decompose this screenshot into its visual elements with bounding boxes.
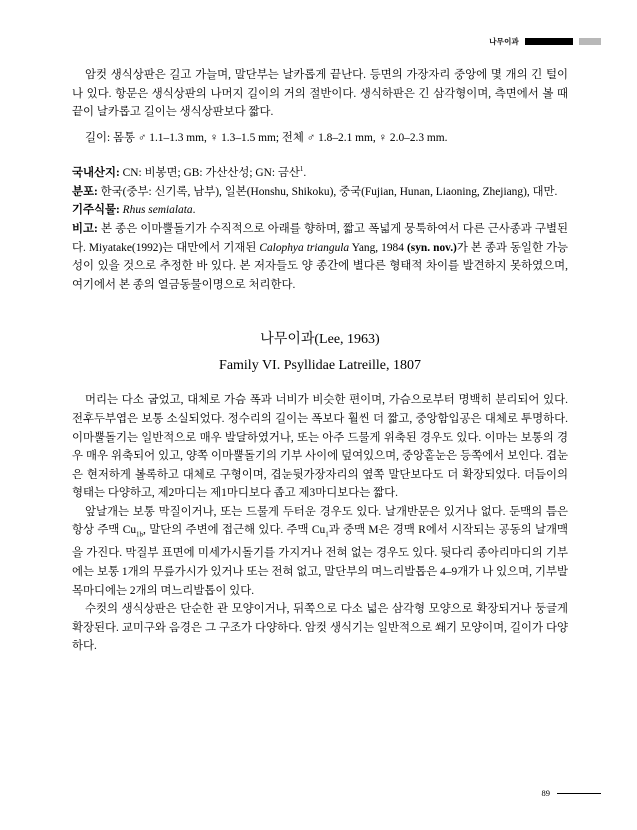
family-heading-latin: Family VI. Psyllidae Latreille, 1807 — [219, 358, 421, 374]
paragraph-measurements: 길이: 몸통 ♂ 1.1–1.3 mm, ♀ 1.3–1.5 mm; 전체 ♂ 1.8–2.1 mm, ♀ 2.0–2.3 mm. — [85, 131, 448, 144]
page-content — [72, 66, 568, 656]
remarks-syn-nov: (syn. nov.) — [406, 241, 457, 254]
header-bar-dark-decoration — [525, 38, 573, 45]
header-title: 나무이과 — [489, 37, 519, 46]
value-range: 한국(중부: 신기록, 남부), 일본(Honshu, Shikoku), 중국(Fujian, Hunan, Liaoning, Zhejiang), 대만. — [100, 185, 558, 198]
paragraph-family-head-morphology: 머리는 다소 굽었고, 대체로 가슴 폭과 너비가 비슷한 편이며, 가슴으로부터 명백히 분리되어 있다. 전후두부엽은 보통 소실되었다. 정수리의 길이는 폭보다 훨씬 더 짧고, 중앙함입공은 대체로 투명하다. 이마뿔돌기는 일반적으로 매우 발달하였거나, 또는 아주 드물게 위축된 경우도 있다. 이마는 보통의 경우 매우 위축되어 있고, 양쪽 이마뿔돌기의 기부 사이에 덮여있으며, 중앙홑눈은 등쪽에서 보인다. 겹눈은 현저하게 볼록하고 대체로 구형이며, 겹눈뒷가장자리의 옆쪽 말단보다도 더 확장되었다. 더듬이의 형태는 다양하고, 제2마디는 제1마디보다 좁고 제3마디보다는 짧다. — [72, 394, 568, 500]
page-number: 89 — [541, 788, 550, 798]
wing-text-3: 과 중맥 M은 경맥 R에서 시작되는 공동의 날개맥을 가진다. 막질부 표면에 미세가시돌기를 가지거나 전혀 없는 경우도 있다. 뒷다리 종아리마디의 기부에는 보통 1개의 무릎가시가 있거나 또는 전혀 없고, 말단부의 며느리발톱은 4–9개가 나 있으며, 기부발목마디에는 2개의 며느리발톱이 있다. — [72, 524, 568, 597]
paragraph-remarks — [72, 220, 568, 294]
value-distribution-korea: CN: 비봉면; GB: 가산산성; GN: 금산 — [122, 167, 300, 180]
footnote-marker: 1 — [299, 165, 304, 174]
vein-subscript-1: 1b — [136, 530, 144, 539]
family-heading-block — [72, 328, 568, 378]
paragraph-distribution-korea — [72, 160, 568, 182]
paragraph-family-wing-morphology — [72, 503, 568, 600]
header-bar-light-decoration — [579, 38, 601, 45]
label-host-plant: 기주식물: — [72, 204, 120, 217]
label-distribution-korea: 국내산지: — [72, 167, 120, 180]
paragraph-female-genitalia: 암컷 생식상판은 길고 가늘며, 말단부는 날카롭게 끝난다. 등면의 가장자리 중앙에 몇 개의 긴 털이 나 있다. 항문은 생식상판의 나머지 길이의 거의 절반이다. 생식하판은 긴 삼각형이며, 측면에서 볼 때 끝이 날카롭고 길이는 생식상판보다 짧다. — [72, 69, 568, 119]
page-footer — [542, 788, 602, 798]
label-remarks: 비고: — [72, 222, 98, 235]
footer-rule-decoration — [557, 793, 601, 794]
wing-text-1: 앞날개는 보통 막질이거나, 또는 드물게 두터운 경우도 있다. 날개반문은 있거나 없다. 둔맥의 틈은 항상 주맥 Cu — [72, 505, 568, 537]
paragraph-family-genitalia: 수컷의 생식상판은 단순한 관 모양이거나, 뒤쪽으로 다소 넓은 삼각형 모양으로 확장되거나 둥글게 확장된다. 교미구와 음경은 그 구조가 다양하다. 암컷 생식기는 일반적으로 쐐기 모양이며, 길이가 다양하다. — [72, 603, 568, 653]
remarks-text-3: 가 본 종과 동일한 가능성이 있을 것으로 추정한 바 있다. 본 저자들도 양 종간에 별다른 형태적 차이를 발견하지 못하였으며, 여기에서 본 종의 열금동물이명으로 처리한다. — [72, 241, 568, 291]
remarks-species-name: Calophya triangula — [259, 241, 350, 254]
label-range: 분포: — [72, 185, 98, 198]
page-header — [489, 36, 601, 47]
family-heading-korean: 나무이과(Lee, 1963) — [260, 332, 380, 348]
value-host-plant-species: Rhus semialata — [122, 204, 193, 217]
vein-subscript-2: 1 — [325, 530, 329, 539]
wing-text-2: , 말단의 주변에 접근해 있다. 주맥 Cu — [143, 524, 326, 537]
value-host-plant-end: . — [192, 204, 196, 217]
remarks-text-2: Yang, 1984 — [349, 241, 404, 254]
paragraph-range — [72, 183, 568, 202]
remarks-text-1: 본 종은 이마뿔돌기가 수직적으로 아래를 향하며, 짧고 폭넓게 뭉툭하여서 다른 근사종과 구별된다. Miyatake(1992)는 대만에서 기재된 — [72, 222, 568, 254]
value-distribution-korea-end: . — [303, 167, 307, 180]
paragraph-host-plant — [72, 201, 568, 220]
